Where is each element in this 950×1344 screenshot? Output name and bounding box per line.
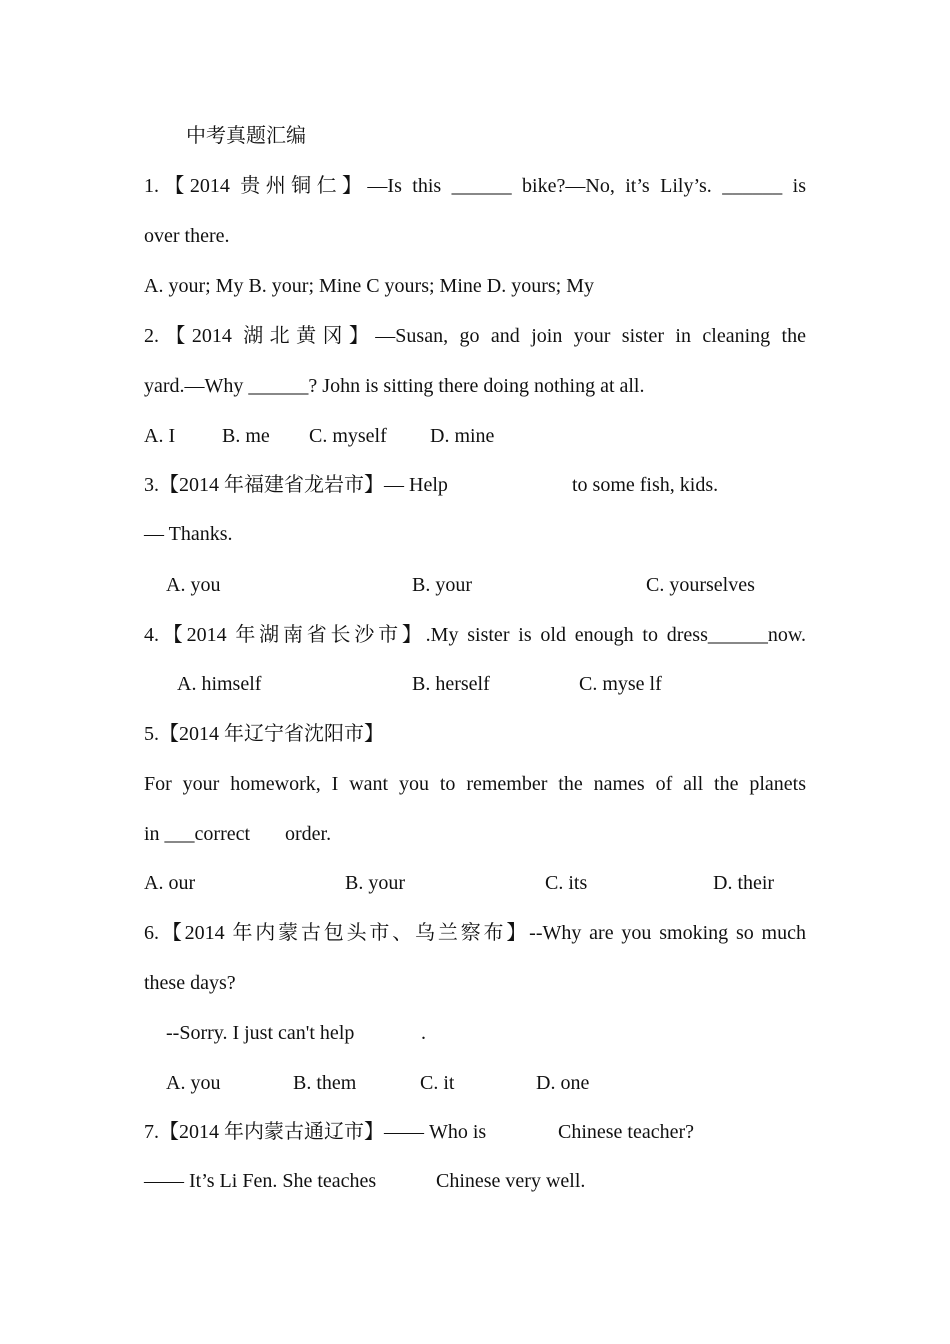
question-1-line-1: 1.【2014 贵州铜仁】—Is this ______ bike?—No, it’s Lily’s. ______ is — [144, 175, 806, 197]
question-5-line-2: For your homework, I want you to remember the names of all the planets — [144, 773, 806, 795]
question-5-option-b: B. your — [345, 872, 405, 894]
question-4-option-c: C. myse lf — [579, 673, 662, 695]
question-6-line-3-start: --Sorry. I just can't help — [166, 1022, 355, 1044]
question-6-line-1: 6.【2014 年内蒙古包头市、乌兰察布】--Why are you smoking so much — [144, 922, 806, 944]
question-6-line-3-end: . — [421, 1022, 426, 1044]
question-7-line-2-end: Chinese very well. — [436, 1170, 586, 1192]
question-6-option-a: A. you — [166, 1072, 221, 1094]
question-2-line-1: 2.【2014 湖北黄冈】—Susan, go and join your sister in cleaning the — [144, 325, 806, 347]
question-4-option-a: A. himself — [177, 673, 262, 695]
question-2-line-2: yard.—Why ______? John is sitting there doing nothing at all. — [144, 375, 645, 397]
question-6-option-b: B. them — [293, 1072, 357, 1094]
question-3-line-1-start: 3.【2014 年福建省龙岩市】— Help — [144, 474, 448, 496]
question-3-option-b: B. your — [412, 574, 472, 596]
question-5-option-d: D. their — [713, 872, 775, 894]
question-2-option-d: D. mine — [430, 425, 495, 447]
question-5-line-3-start: in ___correct — [144, 823, 251, 845]
question-2-option-b: B. me — [222, 425, 270, 447]
page-title: 中考真题汇编 — [186, 125, 306, 147]
question-2-option-c: C. myself — [309, 425, 387, 447]
question-2-option-a: A. I — [144, 425, 176, 447]
question-4-option-b: B. herself — [412, 673, 490, 695]
question-6-option-c: C. it — [420, 1072, 455, 1094]
question-7-line-1-start: 7.【2014 年内蒙古通辽市】—— Who is — [144, 1121, 487, 1143]
question-4-line-1: 4.【2014 年湖南省长沙市】.My sister is old enough to dress______now. — [144, 624, 806, 646]
question-3-line-1-end: to some fish, kids. — [572, 474, 719, 496]
question-6-option-d: D. one — [536, 1072, 590, 1094]
question-3-option-a: A. you — [166, 574, 221, 596]
question-5-option-a: A. our — [144, 872, 196, 894]
question-3-option-c: C. yourselves — [646, 574, 755, 596]
question-7-line-1-end: Chinese teacher? — [558, 1121, 695, 1143]
question-7-line-2-start: —— It’s Li Fen. She teaches — [144, 1170, 377, 1192]
question-5-line-1: 5.【2014 年辽宁省沈阳市】 — [144, 723, 384, 745]
question-6-line-2: these days? — [144, 972, 236, 994]
question-1-line-2: over there. — [144, 225, 230, 247]
question-5-line-3-end: order. — [285, 823, 332, 845]
question-3-line-2: — Thanks. — [144, 523, 233, 545]
question-5-option-c: C. its — [545, 872, 588, 894]
question-1-options: A. your; My B. your; Mine C yours; Mine D. yours; My — [144, 275, 594, 297]
